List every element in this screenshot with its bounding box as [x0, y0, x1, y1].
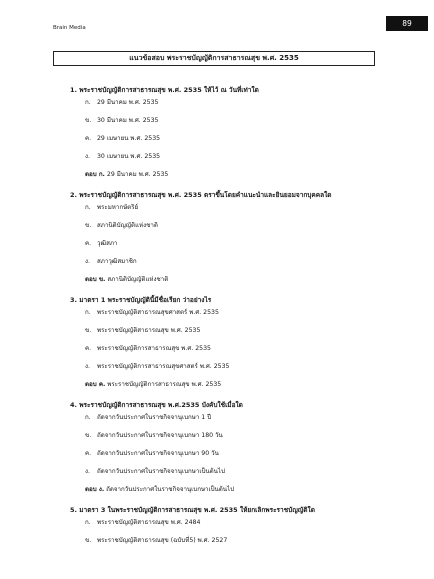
answer-label: ตอบ ง.	[85, 486, 105, 493]
question-number: 1.	[70, 86, 77, 94]
answer-option	[0, 222, 434, 232]
question-number: 2.	[70, 191, 77, 199]
option-label: ก.	[85, 519, 91, 526]
option-label: ข.	[85, 327, 92, 334]
question-body: พระราชบัญญัติการสาธารณสุข พ.ศ.2535 บังคับใช้เมื่อใด	[79, 401, 243, 409]
answer-option	[0, 414, 434, 424]
option-label: ค.	[85, 135, 92, 142]
question-body: มาตรา 1 พระราชบัญญัตินี้มีชื่อเรียก ว่าอย่างไร	[79, 296, 212, 304]
option-label: ค.	[85, 240, 92, 247]
brand-name: Brain Media	[53, 25, 86, 31]
option-label: ง.	[85, 153, 90, 160]
option-text: 29 มีนาคม พ.ศ. 2535	[97, 99, 159, 106]
question-text	[0, 401, 434, 409]
option-text: พระราชบัญญัติการสาธารณสุข พ.ศ. 2535	[97, 345, 211, 352]
option-text: 29 เมษายน พ.ศ. 2535	[97, 135, 161, 142]
option-label: ข.	[85, 117, 92, 124]
answer-option	[0, 153, 434, 163]
option-text: พระราชบัญญัติสาธารณสุข พ.ศ. 2484	[97, 519, 201, 526]
answer-label: ตอบ ข.	[85, 276, 106, 283]
option-text: สภานิติบัญญัติแห่งชาติ	[97, 222, 158, 229]
answer-text: สภานิติบัญญัติแห่งชาติ	[107, 276, 169, 283]
option-label: ง.	[85, 363, 90, 370]
question-text	[0, 86, 434, 94]
option-text: พระมหากษัตริย์	[97, 204, 139, 211]
page-number-badge: 89	[386, 16, 428, 31]
answer-option	[0, 99, 434, 109]
option-label: ข.	[85, 222, 92, 229]
answer-option	[0, 135, 434, 145]
page-title: แนวข้อสอบ พระราชบัญญัติการสาธารณสุข พ.ศ. 2535	[53, 51, 375, 66]
option-label: ก.	[85, 309, 91, 316]
question-item	[0, 191, 434, 284]
option-label: ก.	[85, 414, 91, 421]
answer-key	[0, 486, 434, 494]
option-text: ถัดจากวันประกาศในราชกิจจานุเบกษา 180 วัน	[97, 432, 223, 439]
question-number: 5.	[70, 506, 77, 514]
answer-option	[0, 240, 434, 250]
option-label: ง.	[85, 258, 90, 265]
answer-key	[0, 276, 434, 284]
answer-option	[0, 327, 434, 337]
answer-label: ตอบ ก.	[85, 171, 105, 178]
answer-key	[0, 381, 434, 389]
answer-text: 29 มีนาคม พ.ศ. 2535	[106, 171, 169, 178]
option-text: พระราชบัญญัติสาธารณสุขศาสตร์ พ.ศ. 2535	[97, 309, 219, 316]
option-label: ก.	[85, 99, 91, 106]
answer-option	[0, 363, 434, 373]
option-text: ถัดจากวันประกาศในราชกิจจานุเบกษา 1 ปี	[97, 414, 212, 421]
option-label: ค.	[85, 345, 92, 352]
answer-option	[0, 450, 434, 460]
question-text	[0, 191, 434, 199]
question-body: มาตรา 3 ในพระราชบัญญัติการสาธารณสุข พ.ศ. 2535 ให้ยกเลิกพระราชบัญญัติใด	[79, 506, 315, 514]
question-list	[0, 86, 434, 559]
answer-option	[0, 519, 434, 529]
answer-option	[0, 258, 434, 268]
question-number: 4.	[70, 401, 77, 409]
option-text: พระราชบัญญัติสาธารณสุข (ฉบับที่5) พ.ศ. 2527	[97, 537, 228, 544]
question-text	[0, 506, 434, 514]
option-text: สภาวุฒิสมาชิก	[97, 258, 137, 265]
answer-option	[0, 432, 434, 442]
option-text: ถัดจากวันประกาศในราชกิจจานุเบกษาเป็นต้นไป	[97, 468, 225, 475]
question-item	[0, 401, 434, 494]
answer-key	[0, 171, 434, 179]
option-label: ค.	[85, 450, 92, 457]
question-item	[0, 86, 434, 179]
answer-option	[0, 117, 434, 127]
option-label: ก.	[85, 204, 91, 211]
option-text: พระราชบัญญัติการสาธารณสุขศาสตร์ พ.ศ. 2535	[97, 363, 230, 370]
option-text: ถัดจากวันประกาศในราชกิจจานุเบกษา 90 วัน	[97, 450, 219, 457]
question-text	[0, 296, 434, 304]
answer-option	[0, 345, 434, 355]
question-item	[0, 296, 434, 389]
question-body: พระราชบัญญัติการสาธารณสุข พ.ศ. 2535 ให้ไว้ ณ วันที่เท่าใด	[79, 86, 259, 94]
option-text: 30 มีนาคม พ.ศ. 2535	[97, 117, 159, 124]
answer-text: พระราชบัญญัติการสาธารณสุข พ.ศ. 2535	[107, 381, 222, 388]
answer-option	[0, 468, 434, 478]
option-text: วุฒิสภา	[97, 240, 118, 247]
option-label: ข.	[85, 432, 92, 439]
option-label: ง.	[85, 468, 90, 475]
option-label: ข.	[85, 537, 92, 544]
question-number: 3.	[70, 296, 77, 304]
answer-option	[0, 309, 434, 319]
question-body: พระราชบัญญัติการสาธารณสุข พ.ศ. 2535 ตราขึ้นโดยคำแนะนำและยินยอมจากบุคคลใด	[79, 191, 332, 199]
question-item	[0, 506, 434, 547]
answer-option	[0, 537, 434, 547]
answer-text: ถัดจากวันประกาศในราชกิจจานุเบกษาเป็นต้นไป	[106, 486, 235, 493]
answer-option	[0, 204, 434, 214]
answer-label: ตอบ ค.	[85, 381, 106, 388]
option-text: พระราชบัญญัติสาธารณสุข พ.ศ. 2535	[97, 327, 201, 334]
option-text: 30 เมษายน พ.ศ. 2535	[97, 153, 161, 160]
